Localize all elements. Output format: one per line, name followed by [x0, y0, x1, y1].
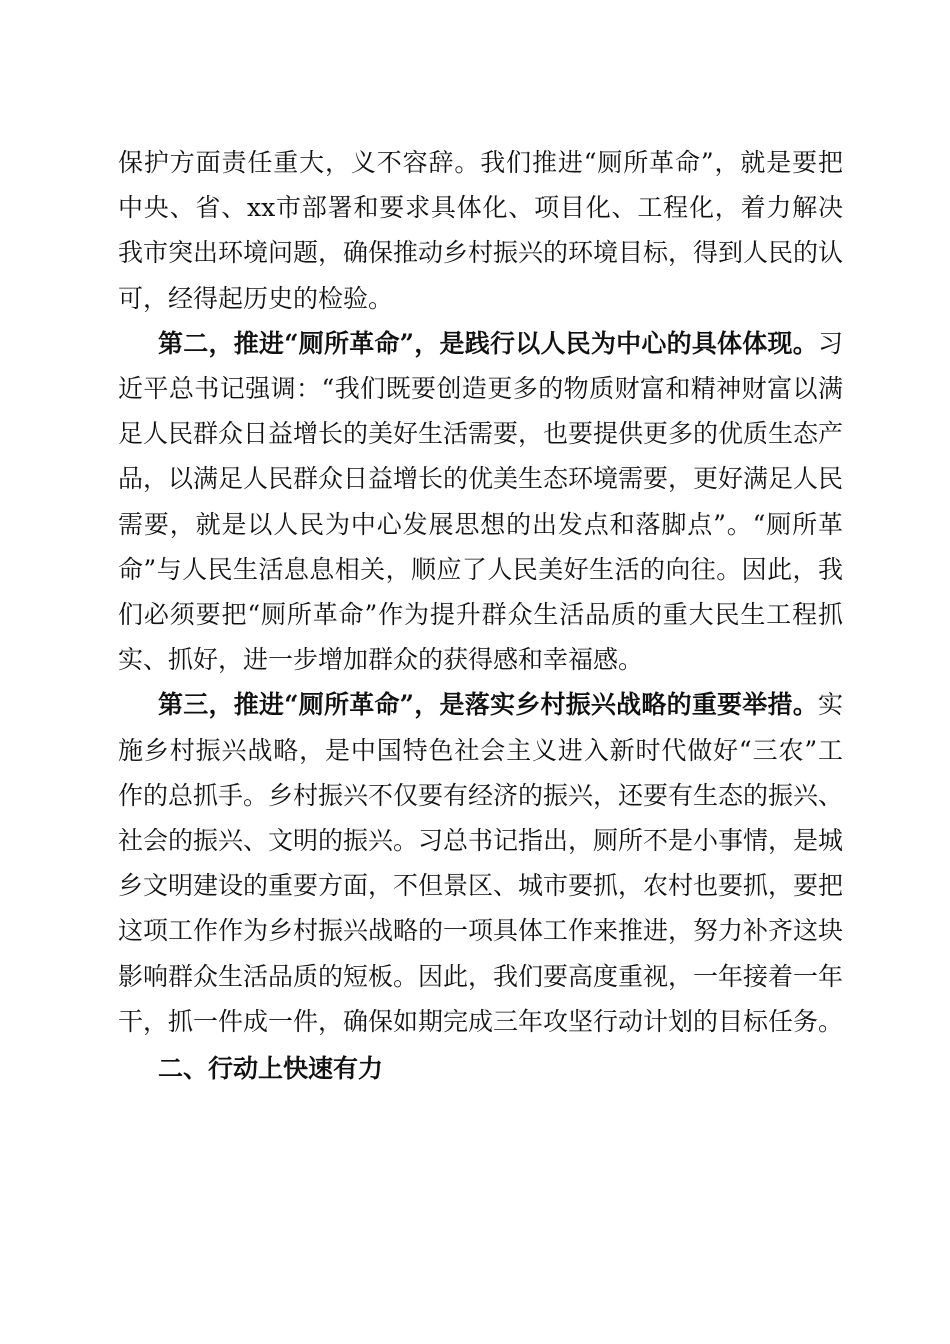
- paragraph-text: 保护方面责任重大，义不容辞。我们推进“厕所革命”，就是要把中央、省、xx市部署和要求具体化、项目化、工程化，着力解决我市突出环境问题，确保推动乡村振兴的环境目标，得到人民的认可，经得起历史的检验。: [118, 148, 844, 313]
- paragraph-third-point: [118, 682, 843, 1044]
- paragraph-lead: 第三，推进“厕所革命”，是落实乡村振兴战略的重要举措。: [158, 690, 818, 720]
- paragraph-continuation: [118, 140, 843, 321]
- paragraph-second-point: [118, 321, 843, 683]
- paragraph-text: 实施乡村振兴战略，是中国特色社会主义进入新时代做好“三农”工作的总抓手。乡村振兴不仅要有经济的振兴，还要有生态的振兴、社会的振兴、文明的振兴。习总书记指出，厕所不是小事情，是城乡文明建设的重要方面，不但景区、城市要抓，农村也要抓，要把这项工作作为乡村振兴战略的一项具体工作来推进，努力补齐这块影响群众生活品质的短板。因此，我们要高度重视，一年接着一年干，抓一件成一件，确保如期完成三年攻坚行动计划的目标任务。: [118, 690, 844, 1036]
- paragraph-lead: 第二，推进“厕所革命”，是践行以人民为中心的具体体现。: [158, 328, 818, 358]
- section-heading: 二、行动上快速有力: [158, 1054, 384, 1084]
- document-body: [118, 140, 843, 1091]
- paragraph-text: 习近平总书记强调：“我们既要创造更多的物质财富和精神财富以满足人民群众日益增长的美好生活需要，也要提供更多的优质生态产品，以满足人民群众日益增长的优美生态环境需要，更好满足人民需要，就是以人民为中心发展思想的出发点和落脚点”。“厕所革命”与人民生活息息相关，顺应了人民美好生活的向往。因此，我们必须要把“厕所革命”作为提升群众生活品质的重大民生工程抓实、抓好，进一步增加群众的获得感和幸福感。: [118, 328, 844, 675]
